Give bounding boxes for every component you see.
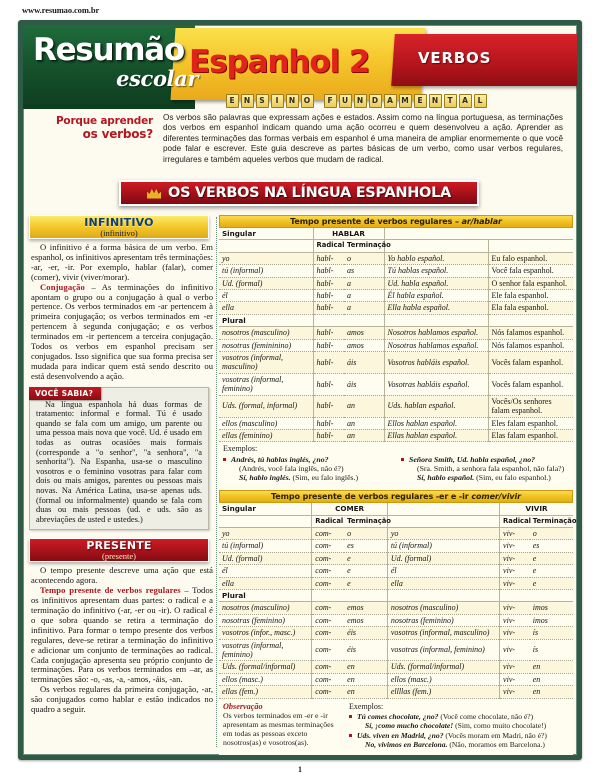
table-cell: en <box>344 673 387 685</box>
table-cell: habl- <box>313 417 344 429</box>
cv-title-italic: comer/vivir <box>471 492 521 502</box>
table-cell: vosotras (informal, feminino) <box>219 639 312 661</box>
cv-examples-list <box>349 712 569 750</box>
table-cell: en <box>530 661 573 673</box>
strip-letter: A <box>384 94 397 108</box>
table-cell: viv- <box>500 614 530 626</box>
table-row <box>219 686 573 698</box>
table-cell: en <box>530 686 573 698</box>
table-cell: Terminação <box>344 240 384 252</box>
table-cell: com- <box>312 661 344 673</box>
brand-logo-script: escolar <box>116 66 198 91</box>
table-row <box>219 277 573 289</box>
table-cell: viv- <box>500 577 530 589</box>
table-cell: ellas (feminino) <box>219 429 313 441</box>
table-cell: com- <box>312 577 344 589</box>
strip-letter: F <box>324 94 337 108</box>
main-banner <box>119 180 479 206</box>
table-group-row <box>219 314 573 326</box>
table-cell: Uds. (formal/informal) <box>219 661 312 673</box>
table-group-row <box>219 503 573 515</box>
table-cell: Plural <box>219 589 312 601</box>
page-number: 1 <box>298 765 302 774</box>
table-cell: e <box>344 577 387 589</box>
left-column <box>27 215 215 715</box>
table-group-row <box>219 228 573 240</box>
strip-letter: T <box>444 94 457 108</box>
table-cell <box>384 240 488 252</box>
example-item <box>223 455 391 483</box>
cv-title-plain: Tempo presente de verbos regulares -er e -ir <box>271 492 472 502</box>
example-answer: Sí, hablo inglés. (Sim, eu falo inglês.) <box>239 472 359 482</box>
table-cell: viv- <box>500 627 530 639</box>
table-cell: emos <box>344 602 387 614</box>
table-cell: Eu falo espanhol. <box>488 252 573 264</box>
page-frame <box>18 20 582 760</box>
table-cell: Ele fala espanhol. <box>488 290 573 302</box>
table-row <box>219 290 573 302</box>
table-cell: Uds. hablan español. <box>384 395 488 417</box>
did-you-know-box <box>29 387 209 531</box>
table-cell: e <box>344 565 387 577</box>
table-cell: ellllas (fem.) <box>387 686 499 698</box>
table-cell: ellos (masc.) <box>387 673 499 685</box>
example-answer-spanish: No, vivimos en Barcelona. <box>365 740 448 750</box>
table-cell: emos <box>344 614 387 626</box>
table-row <box>219 417 573 429</box>
presente-paragraph-1: O tempo presente descreve uma ação que está acontecendo agora. <box>31 565 213 586</box>
table-cell: o <box>344 252 384 264</box>
table-cell: Él habla español. <box>384 290 488 302</box>
table-cell: Vocês/Os senhores falam espanhol. <box>488 395 573 417</box>
table-row <box>219 639 573 661</box>
strip-letter: O <box>301 94 314 108</box>
table-cell: Radical <box>500 515 530 527</box>
table-cell: e <box>530 577 573 589</box>
example-answer: Sí, ¡como mucho chocolate! (Sim, como muito chocolate!) <box>365 721 547 731</box>
example-item: Uds. viven en Madrid, ¿no? (Vocês moram em Madri, não é?) No, vivimos en Barcelona. (Não, moramos em Barcelona.) <box>349 731 569 749</box>
strip-letter: N <box>241 94 254 108</box>
example-answer-spanish: Sí, hablo inglés. <box>239 472 291 482</box>
table-cell: Uds. (formal/informal) <box>387 661 499 673</box>
example-portuguese: (Andrés, você fala inglês, não é?) <box>239 463 344 473</box>
table-cell: as <box>344 265 384 277</box>
infinitivo-paragraph-2 <box>31 283 213 382</box>
table-row <box>219 540 573 552</box>
table-row <box>219 552 573 564</box>
table-cell: viv- <box>500 565 530 577</box>
intro-question-line2: os verbos? <box>82 127 153 141</box>
table-row <box>219 302 573 314</box>
table-subheader-row <box>219 515 573 527</box>
table-cell: vosotros (infor., masc.) <box>219 627 312 639</box>
table-cell: Vosotros habláis español. <box>384 352 488 374</box>
table-row <box>219 661 573 673</box>
intro-question-line1: Porque aprender <box>55 115 153 127</box>
did-you-know-tab: VOCÊ SABIA? <box>29 387 101 400</box>
table-cell: com- <box>312 527 344 539</box>
masthead <box>23 25 577 109</box>
table-cell: nosotros (masculino) <box>387 602 499 614</box>
right-column <box>219 215 577 755</box>
table-row <box>219 265 573 277</box>
table-cell: Ud. habla español. <box>384 277 488 289</box>
strip-letter: A <box>459 94 472 108</box>
table-cell: viv- <box>500 527 530 539</box>
table-cell: an <box>344 417 384 429</box>
table-cell: él <box>219 290 313 302</box>
table-cell: habl- <box>313 429 344 441</box>
hablar-table-body <box>219 228 573 442</box>
table-cell: yo <box>387 527 499 539</box>
brand-logo: Resumão <box>33 32 184 68</box>
table-cell <box>387 515 499 527</box>
table-cell: vosotros (informal, masculino) <box>387 627 499 639</box>
table-cell <box>219 515 312 527</box>
table-cell: habl- <box>313 302 344 314</box>
table-cell: com- <box>312 602 344 614</box>
example-column <box>223 455 391 484</box>
table-cell: Vocês falam espanhol. <box>488 373 573 395</box>
table-cell: Elas falam espanhol. <box>488 429 573 441</box>
table-cell <box>500 589 530 601</box>
table-cell: habl- <box>313 252 344 264</box>
table-cell: Terminação <box>530 515 573 527</box>
table-cell: Ellos hablan español. <box>384 417 488 429</box>
table-cell: com- <box>312 673 344 685</box>
example-spanish: Señora Smith, Ud. habla español, ¿no? <box>409 454 536 464</box>
table-group-row <box>219 589 573 601</box>
example-spanish: Tú comes chocolate, ¿no? <box>357 711 439 721</box>
table-cell: imos <box>530 614 573 626</box>
table-cell: áis <box>344 352 384 374</box>
table-cell: éis <box>344 639 387 661</box>
table-cell: a <box>344 302 384 314</box>
hablar-examples <box>219 442 573 487</box>
observacao-block <box>219 699 573 755</box>
presente-heading: PRESENTE <box>86 538 152 552</box>
table-cell: Ellas hablan español. <box>384 429 488 441</box>
comer-vivir-table-body <box>219 503 577 698</box>
table-row <box>219 352 573 374</box>
table-cell: Ud. (formal) <box>219 552 312 564</box>
hablar-conjugation-table <box>219 228 573 442</box>
table-cell: ís <box>530 639 573 661</box>
table-row <box>219 339 573 351</box>
presente-paragraph-3: Os verbos regulares da primeira conjugação, -ar, são conjugados como hablar e estão indicados no quadro a seguir. <box>31 684 213 715</box>
table-cell: viv- <box>500 540 530 552</box>
table-cell: Ella habla español. <box>384 302 488 314</box>
table-cell: habl- <box>313 352 344 374</box>
table-row <box>219 602 573 614</box>
table-cell: él <box>219 565 312 577</box>
table-cell <box>387 589 499 601</box>
cv-examples-label: Exemplos: <box>349 701 384 711</box>
intro-text: Os verbos são palavras que expressam ações e estados. Assim como na língua portuguesa, as terminações dos verbos em espanhol indicam quando uma ação ocorreu e quem desenvolveu a ação. Aprender as diferentes terminações das formas verbais em espanhol é uma maneira de ampliar enormemente o que você pode falar e escrever. Este guia descreve as partes básicas de um verbo, como usar verbos regulares, irregulares e também aqueles verbos que mudam de radical. <box>163 113 563 164</box>
table-cell: viv- <box>500 661 530 673</box>
table-cell: Vosotras habláis español. <box>384 373 488 395</box>
strip-letter: L <box>474 94 487 108</box>
table-cell: nosotros (masculino) <box>219 327 313 339</box>
content-columns <box>23 215 577 755</box>
table-cell: tú (informal) <box>387 540 499 552</box>
table-cell <box>219 240 313 252</box>
section-heading-infinitivo <box>29 215 209 239</box>
example-column <box>401 455 569 484</box>
table-cell: habl- <box>313 339 344 351</box>
table-cell: áis <box>344 373 384 395</box>
page-title: Espanhol 2 <box>189 44 370 80</box>
table-cell: éis <box>344 627 387 639</box>
table-cell: viv- <box>500 552 530 564</box>
table-cell: nosotras (femininino) <box>219 339 313 351</box>
strip-letter <box>316 95 322 107</box>
table-cell: an <box>344 395 384 417</box>
strip-letter: N <box>429 94 442 108</box>
table-row <box>219 673 573 685</box>
table-cell: vosotros (informal, masculino) <box>219 352 313 374</box>
table-cell <box>488 228 573 240</box>
table-cell: VIVIR <box>500 503 573 515</box>
example-answer: No, vivimos en Barcelona. (Não, moramos em Barcelona.) <box>365 740 545 750</box>
table-cell: vosotras (informal, feminino) <box>219 373 313 395</box>
observacao-left <box>223 702 341 751</box>
table-cell: tú (informal) <box>219 265 313 277</box>
strip-letter: U <box>339 94 352 108</box>
section-heading-presente <box>29 538 209 562</box>
infinitivo-paragraph-1: O infinitivo é a forma básica de um verbo. Em espanhol, os infinitivos apresentam três terminações: -ar, -er, -ir. Por exemplo, hablar (falar), comer (comer), vivir (viver/morar). <box>31 242 213 282</box>
table-cell: Singular <box>219 503 312 515</box>
table-cell: Plural <box>219 314 313 326</box>
table-subheader-row <box>219 240 573 252</box>
column-divider <box>216 217 217 747</box>
presente-heading-sub: (presente) <box>102 550 136 561</box>
table-cell: com- <box>312 627 344 639</box>
table-cell: e <box>344 552 387 564</box>
table-cell: nosotros (masculino) <box>219 602 312 614</box>
table-cell: nosotras (feminino) <box>387 614 499 626</box>
table-cell: Radical <box>312 515 344 527</box>
table-cell: habl- <box>313 395 344 417</box>
table-cell <box>313 314 344 326</box>
table-cell: Ud. (formal) <box>387 552 499 564</box>
observacao-text: Os verbos terminados em -er e -ir apresentam as mesmas terminações em todas as pessoas exceto nosotros(as) e vosotros(as). <box>223 710 334 748</box>
conjugacao-lead: Conjugação <box>40 281 85 292</box>
table-cell: com- <box>312 565 344 577</box>
table-cell: o <box>530 527 573 539</box>
table-cell <box>488 314 573 326</box>
example-spanish: Uds. viven en Madrid, ¿no? <box>357 731 444 741</box>
table-cell: Nosotros hablamos español. <box>384 327 488 339</box>
table-cell: viv- <box>500 639 530 661</box>
table-cell: viv- <box>500 686 530 698</box>
table-cell: Yo hablo español. <box>384 252 488 264</box>
table-cell: es <box>530 540 573 552</box>
table-cell: Terminação <box>344 515 387 527</box>
table-cell: Você fala espanhol. <box>488 265 573 277</box>
table-cell <box>488 240 573 252</box>
table-cell: com- <box>312 614 344 626</box>
table-cell: habl- <box>313 327 344 339</box>
table-cell: a <box>344 277 384 289</box>
table-cell: Singular <box>219 228 313 240</box>
table-cell: a <box>344 290 384 302</box>
example-answer-spanish: Sí, hablo español. <box>417 472 475 482</box>
table-row <box>219 395 573 417</box>
hablar-examples-label: Exemplos: <box>223 444 258 454</box>
hablar-title-plain: Tempo presente de verbos regulares – <box>290 217 462 226</box>
hablar-examples-list <box>223 455 569 484</box>
table-cell: HABLAR <box>313 228 384 240</box>
strip-letter: E <box>226 94 239 108</box>
table-cell <box>344 314 384 326</box>
table-row <box>219 627 573 639</box>
comer-vivir-table-title <box>219 490 573 503</box>
table-cell: Nós falamos espanhol. <box>488 327 573 339</box>
table-cell: ellos (masc.) <box>219 673 312 685</box>
did-you-know-text: Na língua espanhola há duas formas de tratamento: informal e formal. Tú é usado quando se fala com um amigo, um parente ou uma pessoa mais nova que você. Ud. é usado em todas as outras ocasiões mais formais (corresponde a "o senhor", "a senhora", "a senhorita"). Na Espanha, usa-se o masculino vosotros e o feminino vosotras para falar com dois ou mais amigos, parentes ou pessoas mais novas. Na América Latina, usa-se apenas uds. (formal ou informalmente) quando se fala com duas ou mais pessoas (ud. e uds. são as abreviações de usted e ustedes.) <box>36 399 202 524</box>
table-cell: vosotras (informal, feminino) <box>387 639 499 661</box>
presente-paragraph-2 <box>31 586 213 685</box>
table-cell: viv- <box>500 673 530 685</box>
table-cell <box>384 314 488 326</box>
table-row <box>219 429 573 441</box>
example-spanish: Andrés, tú hablas inglés, ¿no? <box>231 454 329 464</box>
table-cell: Radical <box>313 240 344 252</box>
table-cell: yo <box>219 252 313 264</box>
table-row <box>219 527 573 539</box>
strip-letter: E <box>414 94 427 108</box>
tempo-presente-body: – Todos os infinitivos apresentam duas partes: o radical e a terminação do infinitivo (-ar, -er ou -ir). O radical é o que sobra quando se retira a terminação do infinitivo. Para formar o tempo presente dos verbos regulares, deve-se retirar a terminação do infinitivo e adicionar um conjunto de terminações ao radical. Cada conjugação apresenta seu próprio conjunto de terminações. Para os verbos terminados em –ar, as terminações são: -o, -as, -a, -amos, -áis, -an. <box>31 585 213 685</box>
table-cell: ella <box>387 577 499 589</box>
table-cell: en <box>344 661 387 673</box>
table-cell: e <box>530 552 573 564</box>
table-cell: nosotras (feminino) <box>219 614 312 626</box>
table-cell <box>530 589 573 601</box>
table-cell: com- <box>312 639 344 661</box>
table-cell: Nós falamos espanhol. <box>488 339 573 351</box>
table-row <box>219 252 573 264</box>
table-cell: amos <box>344 339 384 351</box>
table-cell: o <box>344 527 387 539</box>
tempo-presente-lead: Tempo presente de verbos regulares <box>40 585 181 596</box>
page-subtitle: VERBOS <box>418 49 492 67</box>
table-cell: habl- <box>313 265 344 277</box>
table-cell: yo <box>219 527 312 539</box>
site-url: www.resumao.com.br <box>22 5 100 15</box>
table-cell: habl- <box>313 290 344 302</box>
table-cell: an <box>344 429 384 441</box>
table-cell: imos <box>530 602 573 614</box>
table-cell: ella <box>219 302 313 314</box>
table-row <box>219 565 573 577</box>
table-cell <box>387 503 499 515</box>
table-cell: O senhor fala espanhol. <box>488 277 573 289</box>
table-cell: com- <box>312 552 344 564</box>
strip-letter: D <box>369 94 382 108</box>
table-cell: tú (informal) <box>219 540 312 552</box>
table-cell: ella <box>219 577 312 589</box>
example-item <box>401 455 569 483</box>
table-cell: Nosotras hablamos español. <box>384 339 488 351</box>
table-cell <box>384 228 488 240</box>
education-level-strip <box>221 94 491 107</box>
strip-letter: N <box>354 94 367 108</box>
table-row <box>219 373 573 395</box>
crown-icon <box>147 188 161 199</box>
table-cell: él <box>387 565 499 577</box>
table-cell: Tú hablas español. <box>384 265 488 277</box>
example-portuguese: (Sra. Smith, a senhora fala espanhol, não fala?) <box>417 463 565 473</box>
table-cell: amos <box>344 327 384 339</box>
table-row <box>219 614 573 626</box>
table-cell: com- <box>312 540 344 552</box>
strip-letter: N <box>286 94 299 108</box>
table-cell: COMER <box>312 503 388 515</box>
comer-vivir-conjugation-table <box>219 503 577 699</box>
table-cell: en <box>530 673 573 685</box>
hablar-title-italic: ar/hablar <box>461 217 502 226</box>
example-answer: Sí, hablo español. (Sim, eu falo espanhol.) <box>417 472 551 482</box>
intro-question <box>35 115 153 142</box>
table-cell: Uds. (formal, informal) <box>219 395 313 417</box>
table-cell: es <box>344 540 387 552</box>
table-cell <box>344 589 387 601</box>
table-cell: e <box>530 565 573 577</box>
table-cell: habl- <box>313 277 344 289</box>
observacao-title: Observação <box>223 701 263 711</box>
observacao-right <box>349 702 569 751</box>
hablar-table-title <box>219 215 573 228</box>
table-cell: ellos (masculino) <box>219 417 313 429</box>
table-cell <box>312 589 344 601</box>
table-cell: Ela fala espanhol. <box>488 302 573 314</box>
table-cell: Eles falam espanhol. <box>488 417 573 429</box>
table-cell: en <box>344 686 387 698</box>
strip-letter: M <box>399 94 412 108</box>
strip-letter: S <box>256 94 269 108</box>
example-answer-spanish: Sí, ¡como mucho chocolate! <box>365 721 454 731</box>
conjugacao-body: – As terminações do infinitivo apontam o grupo ou a conjugação à qual o verbo pertence. Os verbos terminados em -ar pertencem à primeira conjugação; os verbos terminados em -er pertencem à segunda conjugação; e os verbos terminados em -ir pertencem a terceira conjugação. Todos os verbos em espanhol precisam ser conjugados. Isso significa que sua forma precisa ser mudada para indicar quem está sendo descrito ou está desenvolvendo a ação. <box>31 281 213 381</box>
main-banner-title: OS VERBOS NA LÍNGUA ESPANHOLA <box>168 185 451 201</box>
table-cell: com- <box>312 686 344 698</box>
infinitivo-heading: INFINITIVO <box>84 215 154 229</box>
table-row <box>219 327 573 339</box>
table-cell: Vocês falam espanhol. <box>488 352 573 374</box>
table-cell: Ud. (formal) <box>219 277 313 289</box>
strip-letter: I <box>271 94 284 108</box>
table-cell: viv- <box>500 602 530 614</box>
table-cell: ellas (fem.) <box>219 686 312 698</box>
table-cell: habl- <box>313 373 344 395</box>
table-row <box>219 577 573 589</box>
infinitivo-heading-sub: (infinitivo) <box>100 227 138 238</box>
example-item: Tú comes chocolate, ¿no? (Você come chocolate, não é?) Sí, ¡como mucho chocolate! (Sim, como muito chocolate!) <box>349 712 569 730</box>
table-cell: ís <box>530 627 573 639</box>
